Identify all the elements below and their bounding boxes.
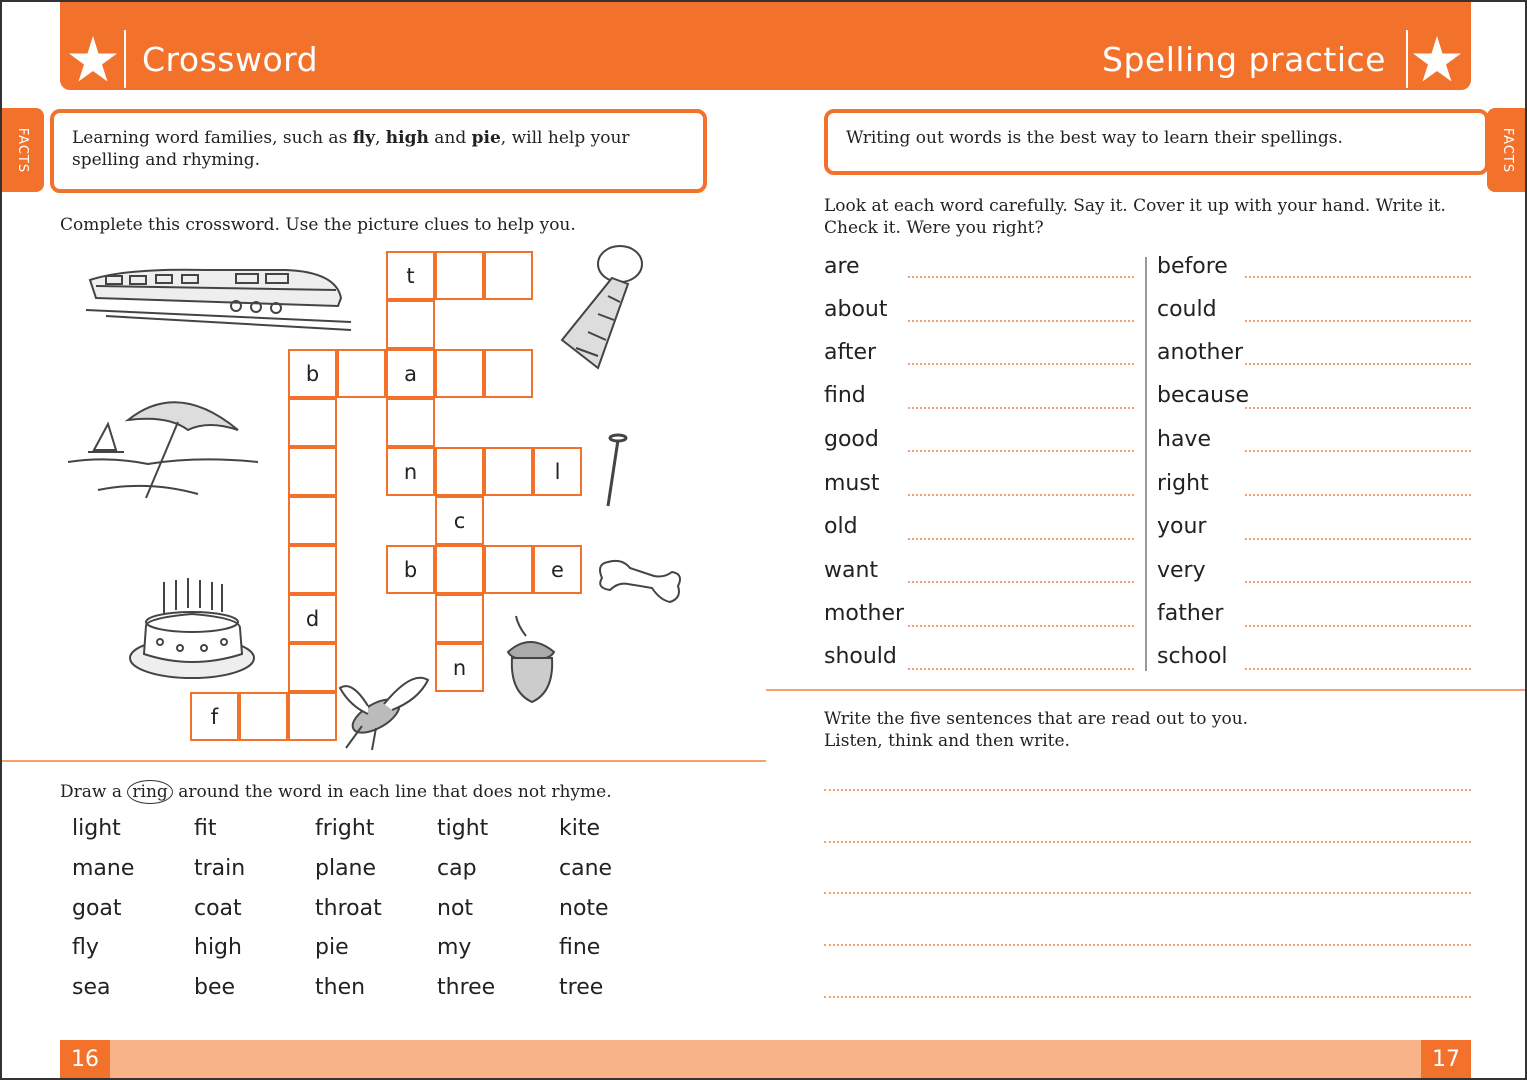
crossword-cell[interactable] bbox=[435, 251, 484, 300]
writing-line[interactable] bbox=[908, 276, 1134, 278]
rhyme-word[interactable]: cane bbox=[559, 856, 613, 881]
page-title-spelling: Spelling practice bbox=[1102, 40, 1386, 79]
writing-line[interactable] bbox=[1245, 581, 1471, 583]
writing-line[interactable] bbox=[908, 407, 1134, 409]
birthday-cake-picture bbox=[128, 574, 260, 686]
rhyme-word[interactable]: pie bbox=[315, 935, 349, 960]
section-divider bbox=[766, 689, 1527, 691]
crossword-cell[interactable] bbox=[386, 300, 435, 349]
keyword-pie: pie bbox=[471, 128, 501, 148]
page-number-left: 16 bbox=[60, 1040, 110, 1078]
rhyme-word[interactable]: cap bbox=[437, 856, 477, 881]
crossword-cell[interactable] bbox=[435, 545, 484, 594]
writing-line[interactable] bbox=[908, 668, 1134, 670]
sentence-writing-line[interactable] bbox=[824, 841, 1471, 843]
crossword-cell[interactable] bbox=[484, 349, 533, 398]
crossword-cell[interactable] bbox=[288, 692, 337, 741]
header-separator bbox=[1406, 30, 1408, 88]
crossword-cell[interactable] bbox=[484, 545, 533, 594]
writing-line[interactable] bbox=[908, 494, 1134, 496]
rhyme-word[interactable]: my bbox=[437, 935, 472, 960]
crossword-cell[interactable]: f bbox=[190, 692, 239, 741]
facts-box-right: Writing out words is the best way to learn their spellings. bbox=[824, 109, 1489, 175]
writing-line[interactable] bbox=[1245, 363, 1471, 365]
nail-picture bbox=[600, 432, 630, 512]
writing-line[interactable] bbox=[908, 363, 1134, 365]
spelling-word: could bbox=[1157, 297, 1217, 322]
spelling-word: your bbox=[1157, 514, 1207, 539]
spelling-word: want bbox=[824, 558, 879, 583]
spelling-word: another bbox=[1157, 340, 1244, 365]
spelling-word: right bbox=[1157, 471, 1209, 496]
writing-line[interactable] bbox=[1245, 538, 1471, 540]
ring-example: ring bbox=[127, 780, 172, 804]
sentence-writing-line[interactable] bbox=[824, 944, 1471, 946]
sentence-writing-line[interactable] bbox=[824, 789, 1471, 791]
crossword-cell[interactable]: n bbox=[386, 447, 435, 496]
writing-line[interactable] bbox=[908, 625, 1134, 627]
sentence-writing-line[interactable] bbox=[824, 996, 1471, 998]
writing-line[interactable] bbox=[908, 320, 1134, 322]
rhyme-word[interactable]: fly bbox=[72, 935, 99, 960]
crossword-cell[interactable] bbox=[435, 594, 484, 643]
crossword-cell[interactable] bbox=[484, 447, 533, 496]
rhyme-word[interactable]: sea bbox=[72, 975, 111, 1000]
writing-line[interactable] bbox=[1245, 276, 1471, 278]
writing-line[interactable] bbox=[1245, 320, 1471, 322]
crossword-cell[interactable]: d bbox=[288, 594, 337, 643]
spelling-word: good bbox=[824, 427, 879, 452]
crossword-cell[interactable] bbox=[435, 447, 484, 496]
spelling-word: must bbox=[824, 471, 880, 496]
rhyme-word[interactable]: not bbox=[437, 896, 474, 921]
keyword-fly: fly bbox=[352, 128, 375, 148]
spelling-word: should bbox=[824, 644, 897, 669]
bee-picture bbox=[332, 670, 436, 754]
writing-line[interactable] bbox=[908, 538, 1134, 540]
rhyme-word[interactable]: light bbox=[72, 816, 121, 841]
keyword-high: high bbox=[385, 128, 429, 148]
beach-umbrella-picture bbox=[68, 390, 263, 505]
rhyme-word[interactable]: note bbox=[559, 896, 609, 921]
rhyme-word[interactable]: kite bbox=[559, 816, 601, 841]
writing-line[interactable] bbox=[1245, 450, 1471, 452]
spelling-word: after bbox=[824, 340, 877, 365]
page-title-crossword: Crossword bbox=[142, 40, 319, 79]
spelling-word: because bbox=[1157, 383, 1250, 408]
facts-tab: FACTS bbox=[1487, 108, 1527, 192]
rhyme-word[interactable]: then bbox=[315, 975, 366, 1000]
spelling-word: school bbox=[1157, 644, 1228, 669]
writing-line[interactable] bbox=[1245, 625, 1471, 627]
crossword-instruction: Complete this crossword. Use the picture clues to help you. bbox=[60, 215, 576, 235]
rhyme-word[interactable]: bee bbox=[194, 975, 236, 1000]
crossword-cell[interactable]: e bbox=[533, 545, 582, 594]
rhyme-word[interactable]: mane bbox=[72, 856, 135, 881]
crossword-cell[interactable] bbox=[288, 643, 337, 692]
crossword-cell[interactable]: b bbox=[386, 545, 435, 594]
rhyme-word[interactable]: throat bbox=[315, 896, 382, 921]
tie-picture bbox=[558, 240, 650, 372]
crossword-cell[interactable]: c bbox=[435, 496, 484, 545]
sentence-writing-line[interactable] bbox=[824, 892, 1471, 894]
column-divider bbox=[1145, 257, 1147, 671]
rhyme-word[interactable]: tree bbox=[559, 975, 604, 1000]
header-separator bbox=[124, 30, 126, 88]
rhyme-word[interactable]: high bbox=[194, 935, 242, 960]
spelling-instruction: Look at each word carefully. Say it. Cover it up with your hand. Write it. Check it. Were you right? bbox=[824, 196, 1446, 238]
spelling-word: very bbox=[1157, 558, 1206, 583]
bone-picture bbox=[594, 554, 686, 610]
rhyme-word[interactable]: plane bbox=[315, 856, 377, 881]
writing-line[interactable] bbox=[908, 450, 1134, 452]
spelling-word: have bbox=[1157, 427, 1211, 452]
crossword-cell[interactable]: l bbox=[533, 447, 582, 496]
rhyme-word[interactable]: goat bbox=[72, 896, 122, 921]
page-number-right: 17 bbox=[1421, 1040, 1471, 1078]
rhyme-word[interactable]: three bbox=[437, 975, 496, 1000]
spelling-word: before bbox=[1157, 254, 1228, 279]
crossword-cell[interactable] bbox=[484, 251, 533, 300]
facts-tab: FACTS bbox=[2, 108, 44, 192]
writing-line[interactable] bbox=[1245, 668, 1471, 670]
crossword-cell[interactable] bbox=[288, 398, 337, 447]
rhyme-word[interactable]: tight bbox=[437, 816, 489, 841]
crossword-cell[interactable]: a bbox=[386, 349, 435, 398]
crossword-cell[interactable] bbox=[337, 349, 386, 398]
rhyme-instruction: Draw a ring around the word in each line that does not rhyme. bbox=[60, 782, 612, 802]
rhyme-word[interactable]: fit bbox=[194, 816, 217, 841]
crossword-cell[interactable] bbox=[239, 692, 288, 741]
rhyme-word[interactable]: coat bbox=[194, 896, 242, 921]
dictation-instruction: Write the five sentences that are read out to you. Listen, think and then write. bbox=[824, 709, 1249, 751]
acorn-picture bbox=[500, 612, 562, 708]
spelling-word: mother bbox=[824, 601, 905, 626]
crossword-cell[interactable]: n bbox=[435, 643, 484, 692]
crossword-cell[interactable] bbox=[288, 496, 337, 545]
footer-bar bbox=[60, 1040, 1471, 1078]
spelling-word: are bbox=[824, 254, 860, 279]
crossword-cell[interactable] bbox=[386, 398, 435, 447]
crossword-cell[interactable] bbox=[288, 545, 337, 594]
crossword-cell[interactable]: t bbox=[386, 251, 435, 300]
rhyme-word[interactable]: fine bbox=[559, 935, 601, 960]
train-picture bbox=[86, 250, 356, 336]
spelling-word: father bbox=[1157, 601, 1224, 626]
crossword-cell[interactable] bbox=[288, 447, 337, 496]
section-divider bbox=[2, 760, 766, 762]
crossword-cell[interactable] bbox=[435, 349, 484, 398]
rhyme-word[interactable]: train bbox=[194, 856, 246, 881]
rhyme-word[interactable]: fright bbox=[315, 816, 375, 841]
writing-line[interactable] bbox=[1245, 494, 1471, 496]
spelling-word: about bbox=[824, 297, 888, 322]
writing-line[interactable] bbox=[908, 581, 1134, 583]
writing-line[interactable] bbox=[1245, 407, 1471, 409]
spelling-word: find bbox=[824, 383, 866, 408]
facts-box-left: Learning word families, such as fly, high and pie, will help your spelling and rhyming. bbox=[50, 109, 707, 193]
crossword-cell[interactable]: b bbox=[288, 349, 337, 398]
spelling-word: old bbox=[824, 514, 858, 539]
